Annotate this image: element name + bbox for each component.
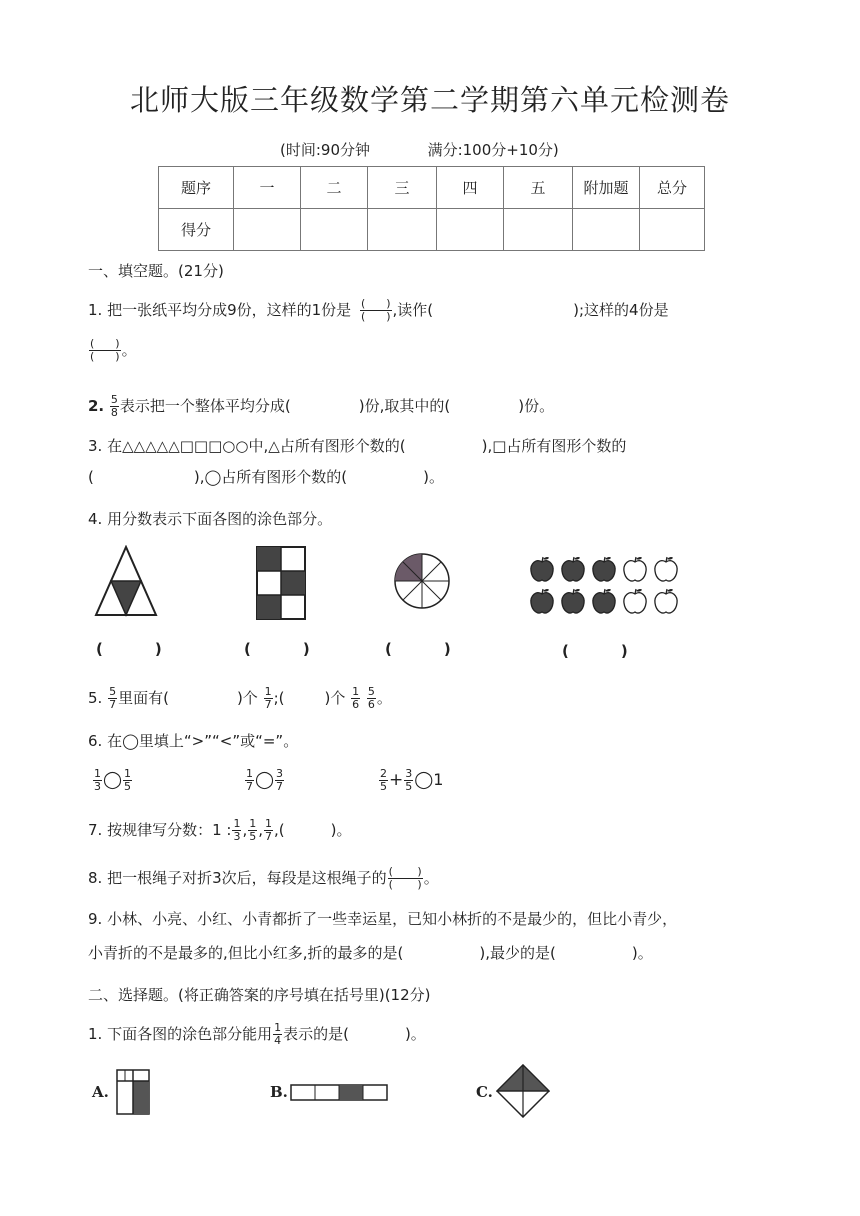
- exam-time: (时间:90分钟: [280, 141, 370, 159]
- answer-paren[interactable]: ( ): [562, 642, 628, 660]
- apples-figure: [528, 552, 682, 618]
- question-9: 9. 小林、小亮、小红、小青都折了一些幸运星，已知小林折的不是最少的，但比小青少，: [88, 910, 678, 928]
- question-3-cont: ( ),◯占所有图形个数的( )。: [88, 468, 444, 486]
- compare-circle[interactable]: ◯: [255, 770, 275, 790]
- question-1-cont: $\frac{( )}{( )}$ 。: [90, 337, 137, 363]
- score-table: [158, 166, 705, 251]
- triangle-figure: [94, 545, 158, 617]
- score-cell[interactable]: [368, 209, 437, 251]
- page-title: 北师大版三年级数学第二学期第六单元检测卷: [129, 83, 730, 117]
- option-a-label[interactable]: A.: [92, 1083, 109, 1101]
- answer-paren[interactable]: ( ): [244, 640, 310, 658]
- score-cell[interactable]: [573, 209, 640, 251]
- score-table-header-row: [159, 167, 705, 209]
- fraction: $\frac{5}{7}$: [109, 685, 117, 711]
- table-header-cell: 三: [368, 167, 437, 209]
- answer-paren[interactable]: ( ): [96, 640, 162, 658]
- fraction: $\frac{5}{8}$: [110, 393, 118, 419]
- fraction: $\frac{5}{6}$: [367, 685, 375, 711]
- fraction-blank[interactable]: $\frac{( )}{( )}$: [360, 297, 391, 323]
- question-8: 8. 把一根绳子对折3次后，每段是这根绳子的 $\frac{( )}{( )}$ 。: [88, 865, 439, 891]
- table-header-cell: 五: [504, 167, 573, 209]
- table-header-cell: 一: [234, 167, 301, 209]
- section2-question-1: 1. 下面各图的涂色部分能用 $\frac{1}{4}$ 表示的是( )。: [88, 1021, 426, 1047]
- fraction: $\frac{1}{6}$: [352, 685, 360, 711]
- score-cell[interactable]: [234, 209, 301, 251]
- compare-item: $\frac{1}{7}$ ◯ $\frac{3}{7}$: [246, 767, 284, 793]
- section2-heading: 二、选择题。(将正确答案的序号填在括号里)(12分): [88, 986, 431, 1004]
- score-row-label: 得分: [159, 209, 234, 251]
- question-1: 1. 把一张纸平均分成9份，这样的1份是 $\frac{( )}{( )}$ ,读作( );这样的4份是: [88, 297, 669, 323]
- question-3: 3. 在△△△△△□□□○○中,△占所有图形个数的( ),□占所有图形个数的: [88, 437, 627, 455]
- fraction: $\frac{1}{7}$: [264, 685, 272, 711]
- compare-item: $\frac{2}{5}$ + $\frac{3}{5}$ ◯1: [380, 767, 444, 793]
- table-header-cell: 四: [437, 167, 504, 209]
- question-6: 6. 在◯里填上“>”“<”或“=”。: [88, 732, 299, 750]
- table-header-cell: 附加题: [573, 167, 640, 209]
- question-9-cont: 小青折的不是最多的,但比小红多,折的最多的是( ),最少的是( )。: [88, 944, 653, 962]
- option-c-label[interactable]: C.: [476, 1083, 493, 1101]
- exam-full-score: 满分:100分+10分): [427, 141, 559, 159]
- option-b-label[interactable]: B.: [270, 1083, 288, 1101]
- option-a-figure: [116, 1069, 150, 1115]
- score-cell[interactable]: [640, 209, 705, 251]
- compare-item: $\frac{1}{3}$ ◯ $\frac{1}{5}$: [94, 767, 132, 793]
- score-cell[interactable]: [301, 209, 368, 251]
- question-7: 7. 按规律写分数：1 : $\frac{1}{3}$ , $\frac{1}{5}$ , $\frac{1}{7}$ ,( )。: [88, 817, 352, 843]
- question-2: 2. $\frac{5}{8}$ 表示把一个整体平均分成( )份,取其中的( )份。: [88, 393, 555, 419]
- exam-meta: [280, 139, 559, 160]
- answer-paren[interactable]: ( ): [385, 640, 451, 658]
- score-cell[interactable]: [437, 209, 504, 251]
- compare-circle[interactable]: ◯: [414, 770, 434, 790]
- section1-heading: 一、填空题。(21分): [88, 262, 224, 280]
- score-cell[interactable]: [504, 209, 573, 251]
- fraction-blank[interactable]: $\frac{( )}{( )}$: [388, 865, 422, 891]
- question-5: 5. $\frac{5}{7}$ 里面有( )个 $\frac{1}{7}$ ;( )个 $\frac{1}{6}$ $\frac{5}{6}$ 。: [88, 685, 392, 711]
- grid-rectangle-figure: [256, 546, 306, 620]
- table-header-cell: 二: [301, 167, 368, 209]
- table-header-cell: 总分: [640, 167, 705, 209]
- table-header-cell: 题序: [159, 167, 234, 209]
- pie-circle-figure: [393, 552, 451, 610]
- question-4: 4. 用分数表示下面各图的涂色部分。: [88, 510, 333, 528]
- option-c-figure: [496, 1064, 550, 1118]
- option-b-figure: [290, 1084, 390, 1102]
- compare-circle[interactable]: ◯: [103, 770, 123, 790]
- score-table-score-row: [159, 209, 705, 251]
- fraction-blank[interactable]: $\frac{( )}{( )}$: [90, 337, 120, 363]
